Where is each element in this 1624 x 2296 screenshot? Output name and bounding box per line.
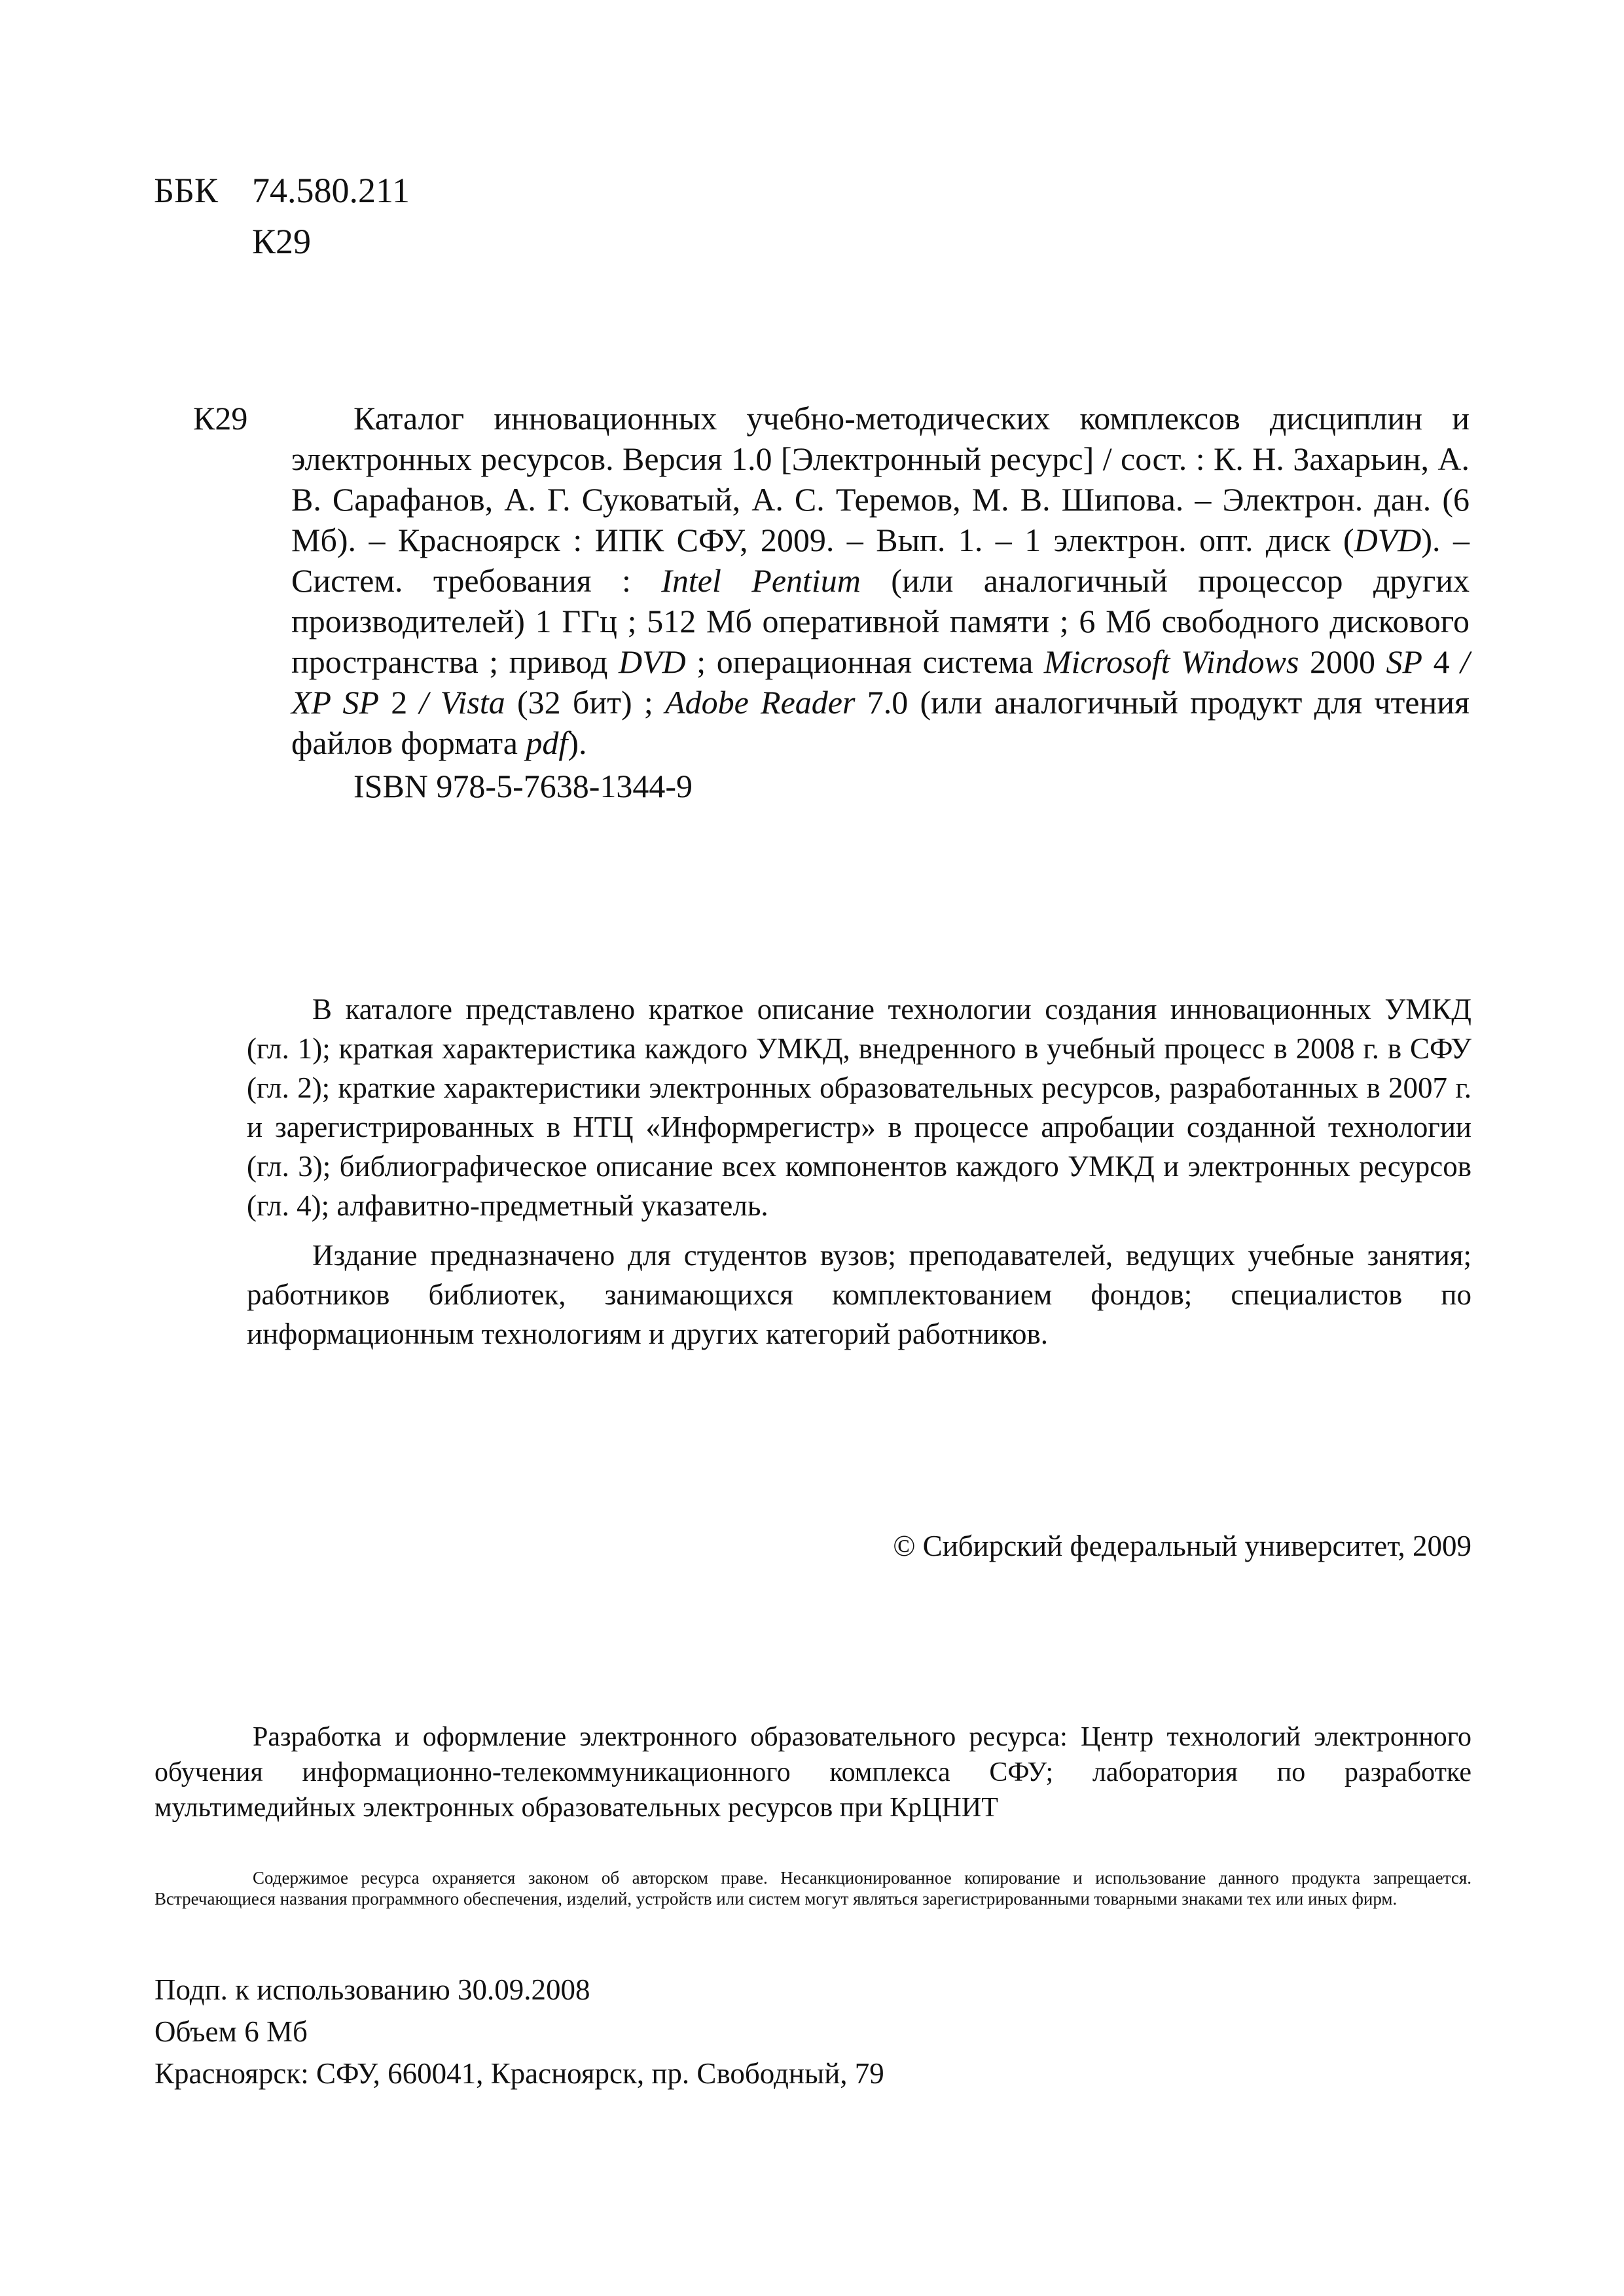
record-text-run: ; операционная система: [685, 643, 1044, 680]
imprint-volume: Объем 6 Мб: [154, 2015, 308, 2048]
development-credit: Разработка и оформление электронного образовательного ресурса: Центр технологий электронного обучения информационно-телекоммуникационного комплекса СФУ; лаборатория по разработке мультимедийных электронных образовательных ресурсов при КрЦНИТ: [154, 1722, 1471, 1823]
imprint: [154, 1969, 884, 2094]
bbk-label: ББК: [154, 171, 219, 210]
record-italic-run: DVD: [1354, 522, 1422, 558]
record-italic-run: Adobe Reader: [665, 684, 856, 721]
record-text-run: 4: [1422, 643, 1461, 680]
legal-notice: Содержимое ресурса охраняется законом об авторском праве. Несанкционированное копирование и использование данного продукта запрещается. Встречающиеся названия программного обеспечения, изделий, устройств или систем могут являться зарегистрированными товарными знаками тех или иных фирм.: [154, 1868, 1471, 1909]
annotation-paragraph-1: В каталоге представлено краткое описание технологии создания инновационных УМКД (гл. 1); краткая характеристика каждого УМКД, внедренного в учебный процесс в 2008 г. в СФУ (гл. 2); краткие характеристики электронных образовательных ресурсов, разработанных в 2007 г. и зарегистрированных в НТЦ «Информрегистр» в процессе апробации созданной технологии (гл. 3); библиографическое описание всех компонентов каждого УМКД и электронных ресурсов (гл. 4); алфавитно-предметный указатель.: [247, 993, 1471, 1222]
bibliographic-record: [193, 398, 1470, 806]
record-body: [291, 398, 1470, 763]
bbk-code: 74.580.211: [252, 171, 410, 210]
record-text-run: 2000: [1299, 643, 1386, 680]
copyright-notice: © Сибирский федеральный университет, 2009: [893, 1530, 1471, 1562]
record-italic-run: Microsoft Windows: [1043, 643, 1299, 680]
bbk-block: [154, 165, 410, 267]
record-text-run: (32 бит) ;: [505, 684, 666, 721]
record-text-run: 2: [378, 684, 420, 721]
imprint-address: Красноярск: СФУ, 660041, Красноярск, пр. Свободный, 79: [154, 2057, 884, 2090]
record-text-run: (или аналогичный процессор других производителей) 1 ГГц ; 512 Мб оперативной памяти ; 6 Мб свободного дискового пространства ; привод: [291, 562, 1470, 680]
record-cutter: К29: [193, 400, 248, 437]
record-italic-run: DVD: [619, 643, 686, 680]
record-italic-run: Intel Pentium: [661, 562, 861, 599]
record-text-run: ).: [568, 725, 587, 761]
record-text-run: Каталог инновационных учебно-методических комплексов дисциплин и электронных ресурсов. Версия 1.0 [Электронный ресурс] / сост. : К. Н. Захарьин, А. В. Сарафанов, А. Г. Суковатый, А. С. Теремов, М. В. Шипова. – Электрон. дан. (6 Мб). – Красноярск : ИПК СФУ, 2009. – Вып. 1. – 1 электрон. опт. диск (: [291, 400, 1470, 558]
record-italic-run: / XP SP: [291, 643, 1470, 721]
imprint-signed: Подп. к использованию 30.09.2008: [154, 1973, 590, 2006]
record-text-run: 7.0 (или аналогичный продукт для чтения файлов формата: [291, 684, 1470, 761]
record-italic-run: SP: [1386, 643, 1423, 680]
bbk-cutter: К29: [252, 222, 312, 261]
annotation-paragraph-2: Издание предназначено для студентов вузов; преподавателей, ведущих учебные занятия; работников библиотек, занимающихся комплектованием фондов; специалистов по информационным технологиям и других категорий работников.: [247, 1239, 1471, 1350]
isbn: ISBN 978-5-7638-1344-9: [353, 768, 693, 804]
record-text-run: ). – Систем. требования :: [291, 522, 1470, 599]
annotation: [247, 990, 1471, 1364]
record-italic-run: pdf: [526, 725, 568, 761]
record-italic-run: / Vista: [419, 684, 505, 721]
